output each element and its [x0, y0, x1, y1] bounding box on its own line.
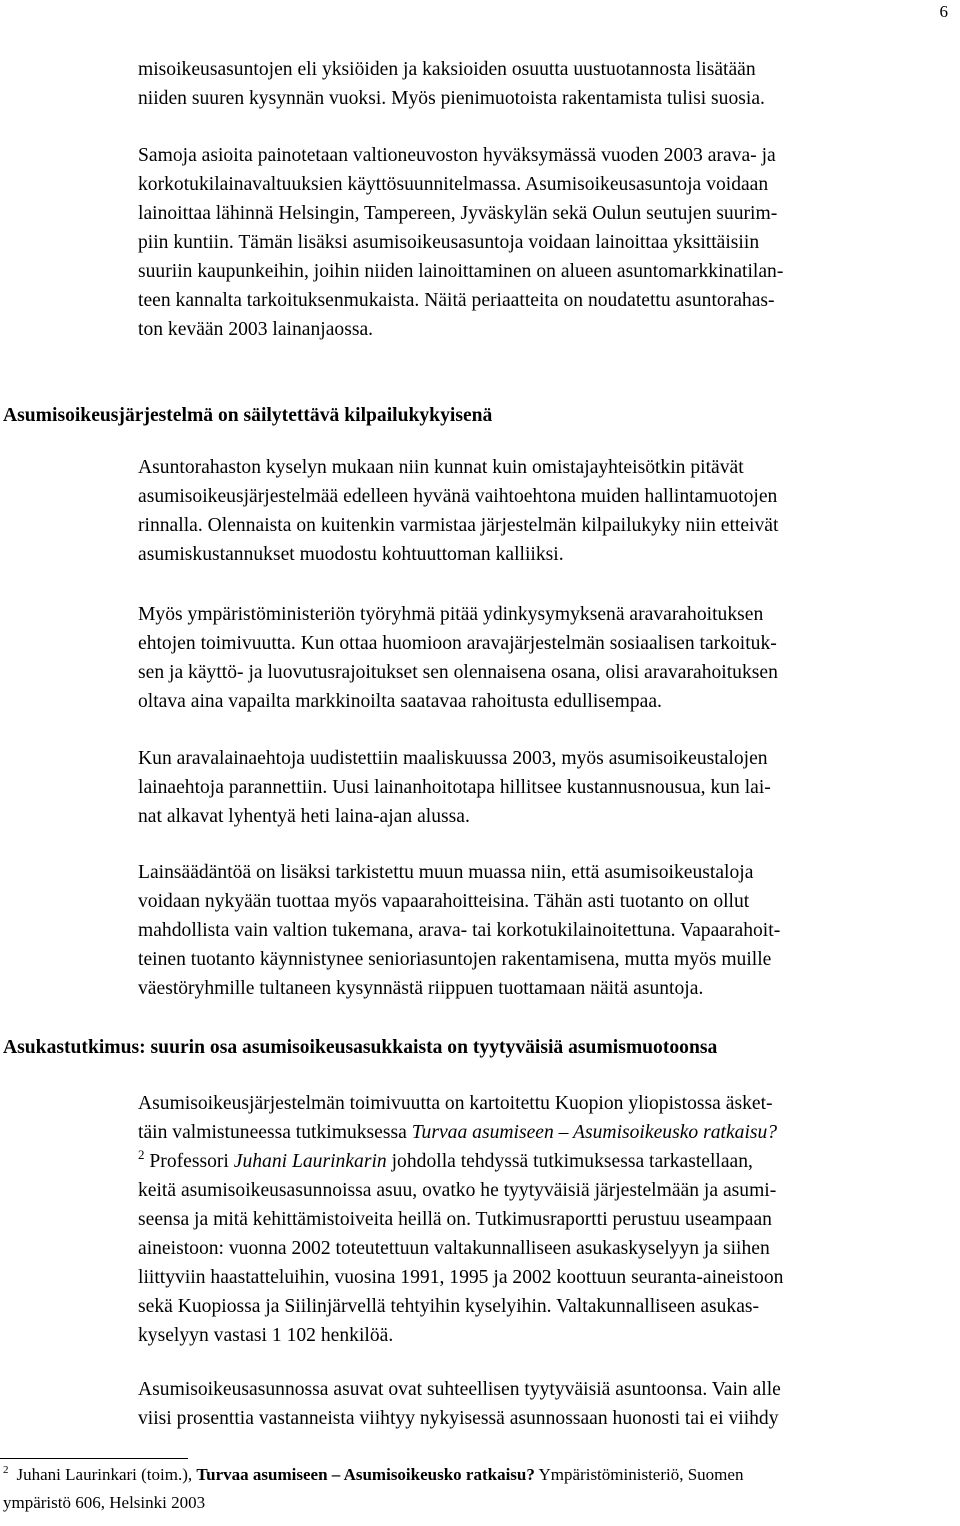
footnote-reference: 2	[138, 1147, 145, 1162]
text-line: aineistoon: vuonna 2002 toteutettuun valtakunnalliseen asukaskyselyyn ja siihen	[138, 1238, 770, 1259]
text-line: keitä asumisoikeusasunnoissa asuu, ovatko he tyytyväisiä järjestelmään ja asumi-	[138, 1180, 777, 1201]
text-run: Juhani Laurinkari (toim.),	[16, 1465, 197, 1484]
text-line: Asumisoikeusjärjestelmän toimivuutta on kartoitettu Kuopion yliopistossa äsket-	[138, 1093, 773, 1114]
paragraph-continuation	[138, 55, 960, 113]
text-line: Asumisoikeusasunnossa asuvat ovat suhteellisen tyytyväisiä asuntoonsa. Vain alle	[138, 1379, 781, 1400]
text-line: piin kuntiin. Tämän lisäksi asumisoikeusasuntoja voidaan lainoittaa yksittäisiin	[138, 232, 760, 253]
paragraph-legislation	[138, 858, 960, 1003]
text-line: kyselyyn vastasi 1 102 henkilöä.	[138, 1325, 394, 1346]
text-line: lainoittaa lähinnä Helsingin, Tampereen, Jyväskylän sekä Oulun seutujen suurim-	[138, 203, 778, 224]
text-line: Kun aravalainaehtoja uudistettiin maaliskuussa 2003, myös asumisoikeustalojen	[138, 748, 768, 769]
text-line: Asuntorahaston kyselyn mukaan niin kunnat kuin omistajayhteisötkin pitävät	[138, 457, 744, 478]
text-line: nat alkavat lyhentyä heti laina-ajan alussa.	[138, 806, 470, 827]
text-line: teen kannalta tarkoituksenmukaista. Näitä periaatteita on noudatettu asuntorahas-	[138, 290, 775, 311]
text-run: Professori	[144, 1151, 234, 1172]
text-line: ehtojen toimivuutta. Kun ottaa huomioon aravajärjestelmän sosiaalisen tarkoituk-	[138, 633, 777, 654]
text-line: seensa ja mitä kehittämistoiveita heillä on. Tutkimusraportti perustuu useampaan	[138, 1209, 772, 1230]
text-line: misoikeusasuntojen eli yksiöiden ja kaksioiden osuutta uustuotannosta lisätään	[138, 59, 756, 80]
text-line: mahdollista vain valtion tukemana, arava- tai korkotukilainoitettuna. Vapaarahoit-	[138, 920, 781, 941]
footnote	[3, 1462, 743, 1515]
footnote-separator	[0, 1458, 188, 1459]
author-name: Juhani Laurinkarin	[233, 1151, 387, 1172]
text-line: viisi prosenttia vastanneista viihtyy nykyisessä asunnossaan huonosti tai ei viihdy	[138, 1408, 779, 1429]
page-number: 6	[939, 2, 948, 21]
paragraph-lending-plan	[138, 141, 960, 344]
publication-title: Turvaa asumiseen – Asumisoikeusko ratkaisu?	[411, 1122, 778, 1143]
footnote-title: Turvaa asumiseen – Asumisoikeusko ratkaisu?	[196, 1465, 535, 1484]
text-line: asumiskustannukset muodostu kohtuuttoman kalliiksi.	[138, 544, 564, 565]
footnote-line: ympäristö 606, Helsinki 2003	[3, 1493, 206, 1512]
text-run: johdolla tehdyssä tutkimuksessa tarkastellaan,	[386, 1151, 753, 1172]
text-line: Samoja asioita painotetaan valtioneuvoston hyväksymässä vuoden 2003 arava- ja	[138, 145, 776, 166]
footnote-line	[3, 1462, 743, 1490]
text-line: rinnalla. Olennaista on kuitenkin varmistaa järjestelmän kilpailukyky niin etteivät	[138, 515, 779, 536]
text-line: Myös ympäristöministeriön työryhmä pitää ydinkysymyksenä aravarahoituksen	[138, 604, 764, 625]
text-line: ton kevään 2003 lainanjaossa.	[138, 319, 374, 340]
text-line: lainaehtoja parannettiin. Uusi lainanhoitotapa hillitsee kustannusnousua, kun lai-	[138, 777, 771, 798]
text-run: Ympäristöministeriö, Suomen	[534, 1465, 744, 1484]
paragraph-research	[138, 1089, 960, 1350]
text-line: Lainsäädäntöä on lisäksi tarkistettu muun muassa niin, että asumisoikeustaloja	[138, 862, 754, 883]
text-line: voidaan nykyään tuottaa myös vapaarahoitteisina. Tähän asti tuotanto on ollut	[138, 891, 750, 912]
text-line: teinen tuotanto käynnistynee senioriasuntojen rakentamisena, mutta myös muille	[138, 949, 772, 970]
text-line: asumisoikeusjärjestelmää edelleen hyvänä vaihtoehtona muiden hallintamuotojen	[138, 486, 778, 507]
paragraph-loan-terms	[138, 744, 960, 831]
paragraph-satisfaction	[138, 1375, 960, 1433]
text-line: liittyviin haastatteluihin, vuosina 1991, 1995 ja 2002 koottuun seuranta-aineistoon	[138, 1267, 784, 1288]
text-line	[138, 1118, 960, 1147]
text-line: korkotukilainavaltuuksien käyttösuunnitelmassa. Asumisoikeusasuntoja voidaan	[138, 174, 769, 195]
section-heading: Asukastutkimus: suurin osa asumisoikeusasukkaista on tyytyväisiä asumismuotoonsa	[3, 1037, 718, 1058]
text-line: väestöryhmille tultaneen kysynnästä riippuen tuottamaan näitä asuntoja.	[138, 978, 704, 999]
text-line: niiden suuren kysynnän vuoksi. Myös pienimuotoista rakentamista tulisi suosia.	[138, 88, 765, 109]
section-heading: Asumisoikeusjärjestelmä on säilytettävä kilpailukykyisenä	[3, 405, 493, 426]
paragraph-working-group	[138, 600, 960, 716]
text-line: oltava aina vapailta markkinoilta saatavaa rahoitusta edullisempaa.	[138, 691, 662, 712]
text-line: suuriin kaupunkeihin, joihin niiden lainoittaminen on alueen asuntomarkkinatilan-	[138, 261, 784, 282]
paragraph-survey	[138, 453, 960, 569]
text-run: täin valmistuneessa tutkimuksessa	[138, 1122, 412, 1143]
text-line: sen ja käyttö- ja luovutusrajoitukset sen olennaisena osana, olisi aravarahoituksen	[138, 662, 778, 683]
text-line: sekä Kuopiossa ja Siilinjärvellä tehtyihin kyselyihin. Valtakunnalliseen asukas-	[138, 1296, 760, 1317]
text-line	[138, 1147, 960, 1176]
footnote-number: 2	[3, 1464, 9, 1476]
